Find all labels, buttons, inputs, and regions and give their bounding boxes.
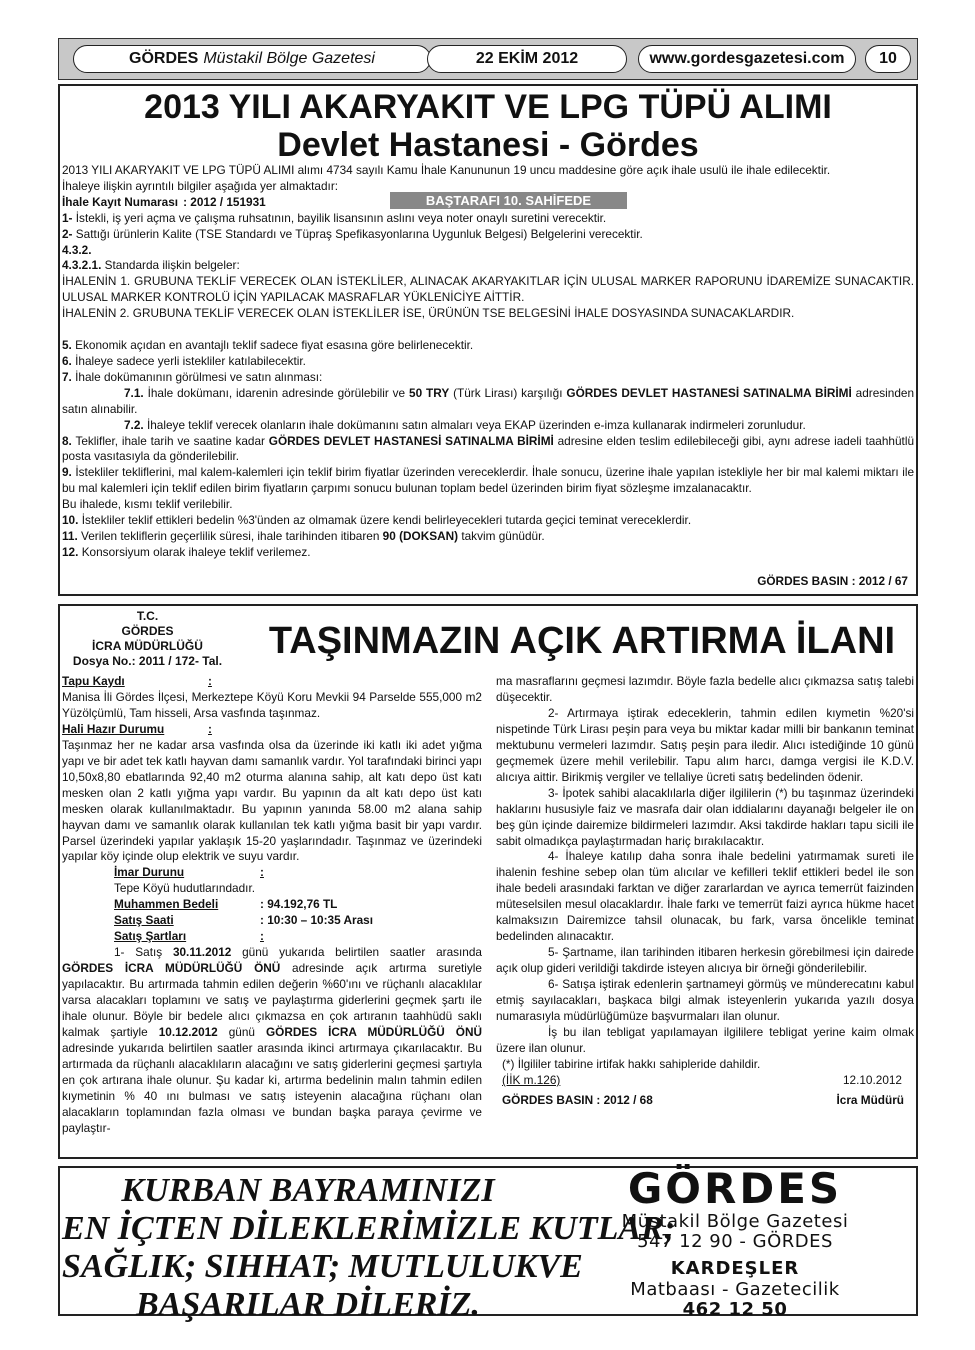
- registration-label: İhale Kayıt Numarası: [62, 194, 179, 209]
- auction-condition-6: 6- Satışa iştirak edenlerin şartnameyi görmüş ve münderecatını kabul etmiş sayılacakları, başkaca bilgi almak isteyenlerin yukarıda yazılı dosya numarasıyla müdürlüğümüze başvurmaları ilan olunur.: [496, 977, 914, 1024]
- section-number: 4.3.2.: [62, 242, 92, 257]
- item-text: İhaleye teklif verecek olanların ihale dokümanını satın almaları veya EKAP üzerinden e-imza kullanarak indirmeleri zorunludur.: [146, 417, 806, 432]
- auction-condition-1: 1- Satış 30.11.2012 günü yukarıda belirtilen saatler arasında GÖRDES İCRA MÜDÜRLÜĞÜ ÖNÜ adresinde açık artırma suretiyle yapılacaktır. Bu artırmada tahmin edilen değerin %60'ını ve rüçhanlı alacaklılar varsa alacakları toplamını ve satış ve paylaştırma giderlerini geçmek şartı ile ihale olunur. Böyle bir bedele alıcı çıkmazsa en çok artıranın taahhüdü saklı kalmak şartiyle 10.12.2012 günü GÖRDES İCRA MÜDÜRLÜĞÜ ÖNÜ adresinde yukarıda belirtilen saatler arasında ikinci artırmaya çıkarılacaktır. Bu artırmada da rüçhanlı alacaklıların alacağını ve satış giderlerini geçmesi şartıyla en çok artırana ihale olunur. Şu kadar ki, artırma bedelinin malın tahmin edilen kıymetinin % 40 ını bulması ve satış isteyenin alacağına rüçhanı olan alacakların toplamından fazla olması ve bundan başka paraya çevirme ve paylaştır-: [62, 945, 482, 1135]
- item-number: 12.: [62, 544, 79, 559]
- auction-condition-4: 4- İhaleye katılıp daha sonra ihale bedelini yatırmamak sureti ile ihalenin feshine sebep olan tüm alıcılar ve kefilleri teklif ettikleri bedel ile son ihale bedeli arasındaki farktan ve diğer zararlardan ve ayrıca temerrüt faizinden müteselsilen mesul olacaklardır. İhale farkı ve temerrüt faizi ayrıca hükme hacet kalmaksızın Dairemizce tahsil olunacak, bu fark, varsa öncelikle teminat bedelinden alınacaktır.: [496, 849, 914, 944]
- auction-right-column: [496, 674, 914, 1109]
- auction-condition-1-cont: ma masraflarını geçmesi lazımdır. Böyle fazla bedelle alıcı çıkmazsa satış talebi düşecektir.: [496, 674, 914, 704]
- brand-phone: 547 12 90 - GÖRDES: [637, 1231, 833, 1252]
- auction-signature-row: [496, 1093, 914, 1109]
- header-bar: [58, 38, 918, 80]
- auction-office: [60, 609, 235, 669]
- tender-item-7: [62, 370, 914, 386]
- section-number: 4.3.2.1.: [62, 258, 102, 273]
- label-colon: :: [208, 674, 212, 688]
- auction-condition-3: 3- İpotek sahibi alacaklılarla diğer ilgililerin (*) bu taşınmaz üzerindeki haklarını hususiyle faiz ve masrafa dair olan iddialarını dayanağı belgeler ile on beş gün içinde dairemize bildirmeleri lazımdır. Aksi takdirde hakları tapu sicili ile sabit olmadıkça paylaştırmadan hariç bırakılacaktır.: [496, 785, 914, 848]
- auction-office-name: İCRA MÜDÜRLÜĞÜ: [92, 639, 203, 653]
- tender-press-code: GÖRDES BASIN : 2012 / 67: [757, 574, 908, 588]
- item-address: GÖRDES DEVLET HASTANESİ SATINALMA BİRİMİ: [268, 433, 554, 448]
- tender-item-10: [62, 513, 914, 529]
- item-text: (Türk Lirası) karşılığı: [453, 385, 563, 400]
- tender-item-11: [62, 529, 914, 545]
- auction-condition-5: 5- Şartname, ilan tarihinden itibaren herkesin görebilmesi için dairede açık olup gideri verildiği takdirde isteyen alıcıya bir örneği gönderilebilir.: [496, 945, 914, 976]
- item-text: İstekliler teklif ettikleri bedelin %3'ünden az olmamak üzere kendi belirleyecekleri tutarda geçici teminat vereceklerdir.: [81, 513, 692, 528]
- item-text: İhale dokümanının görülmesi ve satın alınması:: [75, 369, 323, 384]
- sale-time-row: [62, 913, 482, 929]
- greeting-line-1: KURBAN BAYRAMINIZI: [121, 1172, 495, 1209]
- registration-value: : 2012 / 151931: [183, 194, 266, 209]
- item-text: takvim günüdür.: [461, 528, 545, 543]
- notice-date: 12.10.2012: [842, 1072, 902, 1087]
- item-text: Verilen tekliflerin geçerlilik süresi, ihale tarihinden itibaren: [81, 528, 380, 543]
- section-text: Standarda ilişkin belgeler:: [104, 258, 240, 273]
- estimated-value: : 94.192,76 TL: [260, 897, 338, 912]
- spacer: [62, 322, 914, 338]
- item-number: 11.: [62, 528, 78, 543]
- greeting-line-3: SAĞLIK; SIHHAT; MUTLULUKVE: [62, 1248, 583, 1285]
- item-text: adresinden satın alınabilir.: [62, 385, 915, 416]
- zoning-heading: [62, 865, 482, 881]
- auction-file-number: Dosya No.: 2011 / 172- Tal.: [72, 654, 223, 668]
- current-state-label: Hali Hazır Durumu: [62, 721, 165, 736]
- header-website: www.gordesgazetesi.com: [638, 45, 856, 73]
- printer-name: KARDEŞLER: [670, 1258, 800, 1279]
- tender-item-72: [62, 418, 914, 434]
- sale-time: : 10:30 – 10:35 Arası: [260, 913, 374, 928]
- tender-item-12: [62, 545, 914, 561]
- item-number: 2-: [62, 226, 73, 241]
- label-colon: :: [208, 721, 212, 736]
- header-page-number: 10: [865, 45, 911, 73]
- tender-item-8: [62, 434, 914, 466]
- header-name-text: GÖRDES: [129, 50, 199, 67]
- item-number: 8.: [62, 433, 72, 448]
- label-colon: :: [260, 929, 264, 944]
- tender-item-6: [62, 354, 914, 370]
- item-number: 6.: [62, 353, 72, 368]
- item-text: adresine elden teslim edilebileceği gibi, aynı adrese iadeli taahhütlü posta vasıtasıyla da gönderilebilir.: [62, 433, 915, 464]
- zoning-text: Tepe Köyü hudutlarındadır.: [114, 881, 256, 896]
- item-text: Ekonomik açıdan en avantajlı teklif sadece fiyat esasına göre belirlenecektir.: [75, 338, 474, 353]
- header-newspaper-name: [73, 45, 431, 73]
- auction-office-tc: T.C.: [136, 609, 159, 623]
- item-text: İstekliler tekliflerini, mal kalem-kalemleri için teklif birim fiyatlar üzerinden vereceklerdir. İhale sonucu, üzerine ihale yapılan istekliyle her bir mal kalemi miktarı ile bu mal kalemleri için teklif edilen birim fiyatların çarpımı sonucu bulunan toplam bedel üzerinden birim fiyat sözleşme imzalanacaktır.: [62, 465, 914, 496]
- tender-partial-bid: Bu ihalede, kısmı teklif verilebilir.: [62, 497, 233, 512]
- item-text: Teklifler, ihale tarih ve saatine kadar: [75, 433, 265, 448]
- estimated-value-row: [62, 897, 482, 913]
- auction-footnote: (*) İlgililer tabirine irtifak hakkı sahipleride dahildir.: [502, 1056, 761, 1071]
- item-address: GÖRDES DEVLET HASTANESİ SATINALMA BİRİMİ: [566, 385, 852, 400]
- tender-body: [62, 163, 914, 561]
- tender-title: 2013 YILI AKARYAKIT VE LPG TÜPÜ ALIMI: [144, 88, 832, 126]
- header-date: 22 EKİM 2012: [427, 45, 627, 73]
- auction-office-town: GÖRDES: [121, 624, 174, 638]
- auction-title: TAŞINMAZIN AÇIK ARTIRMA İLANI: [268, 620, 896, 662]
- item-text: İhaleye sadece yerli istekliler katılabilecektir.: [75, 353, 306, 368]
- estimated-value-label: Muhammen Bedeli: [114, 897, 219, 912]
- brand-logo-text: GÖRDES: [627, 1164, 843, 1213]
- item-number: 9.: [62, 465, 72, 480]
- sale-time-label: Satış Saati: [114, 913, 174, 928]
- auction-left-column: [62, 674, 482, 1137]
- continued-banner: BAŞTARAFI 10. SAHİFEDE: [390, 192, 627, 209]
- brand-subtitle: Müstakil Bölge Gazetesi: [621, 1211, 849, 1232]
- tender-subtitle: Devlet Hastanesi - Gördes: [277, 126, 699, 164]
- greeting-line-4: BAŞARILAR DİLERİZ.: [136, 1286, 480, 1323]
- item-fee: 50 TRY: [409, 385, 450, 400]
- tender-item-9: [62, 465, 914, 497]
- printer-phone: 462 12 50: [682, 1299, 788, 1320]
- printer-subtitle: Matbaası - Gazetecilik: [630, 1279, 840, 1300]
- item-text: İhale dokümanı, idarenin adresinde görülebilir ve: [147, 385, 406, 400]
- holiday-greeting: [62, 1166, 676, 1324]
- item-number: 7.2.: [124, 417, 144, 432]
- tender-intro2: İhaleye ilişkin ayrıntılı bilgiler aşağıda yer almaktadır:: [62, 178, 339, 193]
- tender-group-1: İHALENİN 1. GRUBUNA TEKLİF VERECEK OLAN İSTEKLİLER, ALINACAK AKARYAKITLAR İÇİN ULUSAL MARKER RAPORUNU İDAREMİZE SUNACAKTIR. ULUSAL MARKER KONTROLÜ İÇİN YAPILACAK MASRAFLAR YÜKLENİCİYE AİTTİR.: [62, 274, 914, 305]
- item-duration: 90 (DOKSAN): [382, 528, 459, 543]
- item-number: 10.: [62, 513, 79, 528]
- tender-section-4321: [62, 258, 914, 274]
- auction-press-code: GÖRDES BASIN : 2012 / 68: [502, 1092, 653, 1107]
- item-number: 7.: [62, 369, 72, 384]
- greeting-line-2: EN İÇTEN DİLEKLERİMİZLE KUTLAR;: [62, 1210, 676, 1247]
- item-number: 5.: [62, 338, 72, 353]
- header-subtitle-text: Müstakil Bölge Gazetesi: [203, 50, 375, 67]
- label-colon: :: [260, 865, 264, 880]
- auction-condition-2: 2- Artırmaya iştirak edeceklerin, tahmin edilen kıymetin %20'si nispetinde Türk Lirası peşin para veya bu miktar kadar milli bir bankanın teminat mektubunu vermeleri lazımdır. Satış peşin para iledir. Alıcı istediğinde 10 günü geçmemek üzere mehil verilebilir. Tapu alım harcı, damga vergisi ile K.D.V. alıcıya aittir. Birikmiş vergiler ve tellaliye ücreti satış bedelinden ödenir.: [496, 705, 914, 784]
- tender-section-432: [62, 243, 914, 259]
- tender-group-2: İHALENİN 2. GRUBUNA TEKLİF VERECEK OLAN İSTEKLİLER İSE, ÜRÜNÜN TSE BELGESİNİ İHALE DOSYASINDA SUNACAKLARDIR.: [62, 306, 795, 321]
- land-record-label: Tapu Kaydı: [62, 674, 125, 688]
- zoning-label: İmar Durunu: [114, 865, 185, 880]
- item-number: 7.1.: [124, 385, 144, 400]
- current-state-heading: [62, 722, 482, 738]
- tender-intro: 2013 YILI AKARYAKIT VE LPG TÜPÜ ALIMI alımı 4734 sayılı Kamu İhale Kanununun 19 uncu maddesine göre açık ihale usulü ile ihale edilecektir.: [62, 163, 831, 177]
- tender-item-2: [62, 227, 914, 243]
- item-text: Konsorsiyum olarak ihaleye teklif verilemez.: [81, 544, 311, 559]
- current-state-text: Taşınmaz her ne kadar arsa vasfında olsa da üzerinde iki katlı iki adet yığma yapı ve bir adet tek katlı hayvan damı samanlık vardır. Yol tarafındaki birinci yapı 10,50x8,80 ebatlarında 92,40 m2 oturma alanına sahip, alt katı depo üst katı mesken olan 2 katlı yığma yapı vardır. Bu yapının da alt katı depo üst katı mesken olarak kullanılmaktadır. Bu yapının yanında 58.00 m2 alana sahip hayvan damı ve samanlık olarak kullanılan tek katlı yığma basit bir yapı vardır. Parsel üzerindeki yapılar yaklaşık 15-20 yaşlarındadır. Taşınmaz ve üzerindeki yapılar köy içinde olup elektrik ve suyu vardır.: [62, 737, 482, 864]
- auction-ref-row: [496, 1073, 914, 1089]
- land-record-text: Manisa İli Gördes İlçesi, Merkeztepe Köyü Koru Mevkii 94 Parselde 555,000 m2 Yüzölçümlü, Tam hisseli, Arsa vasfında taşınmaz.: [62, 689, 482, 720]
- item-number: 1-: [62, 210, 73, 225]
- tender-item-5: [62, 338, 914, 354]
- land-record-heading: [62, 674, 482, 690]
- sale-terms-label: Satış Şartları: [114, 929, 187, 944]
- tender-item-71: [62, 386, 914, 418]
- signature-title: İcra Müdürü: [836, 1092, 904, 1107]
- publisher-block: [556, 1166, 914, 1320]
- item-text: İstekli, iş yeri açma ve çalışma ruhsatının, bayilik lisansının aslını veya noter onaylı suretini verecektir.: [75, 210, 607, 225]
- law-reference: (İİK m.126): [502, 1072, 561, 1087]
- item-text: Sattığı ürünlerin Kalite (TSE Standardı ve Tüpraş Spefikasyonlarına Uygunluk Belgesi) Belgelerini verecektir.: [75, 226, 643, 241]
- sale-terms-heading: [62, 929, 482, 945]
- tender-item-1: [62, 211, 914, 227]
- auction-notice-text: İş bu ilan tebligat yapılamayan ilgililere tebligat yerine kaim olmak üzere ilan olunur.: [496, 1024, 914, 1055]
